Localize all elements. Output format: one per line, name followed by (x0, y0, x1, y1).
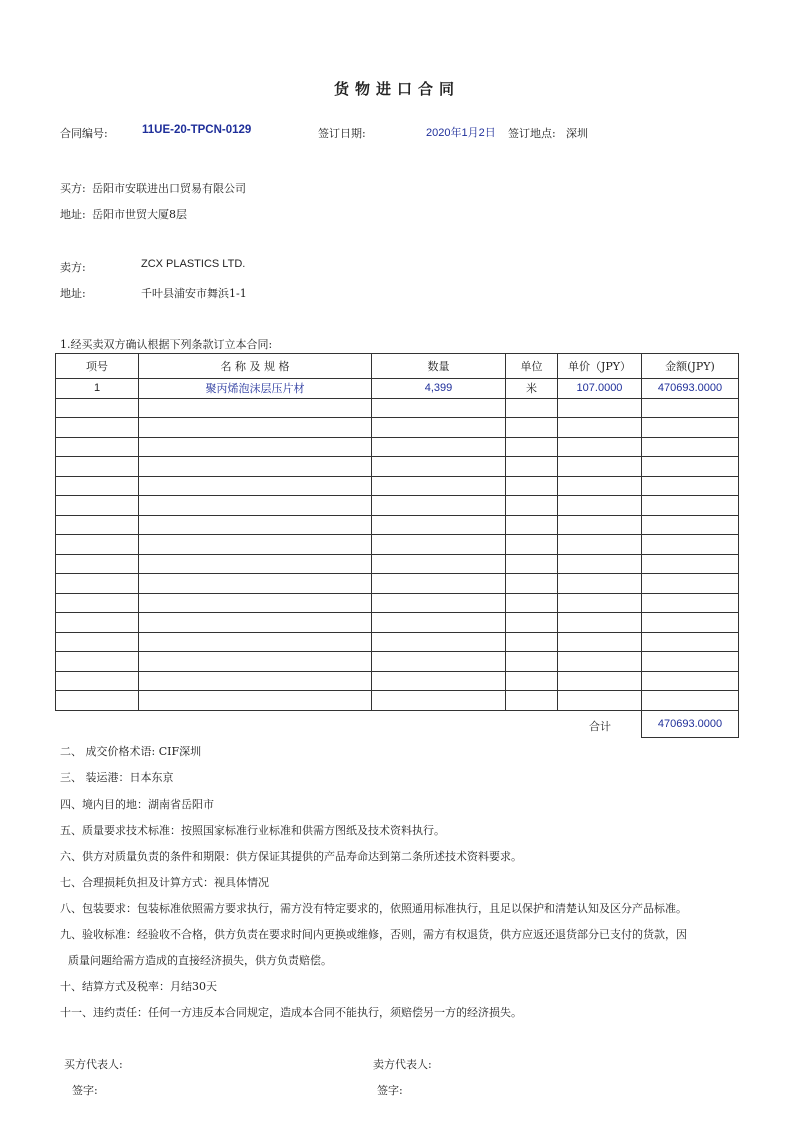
col-header-amount: 金额(JPY) (642, 354, 739, 379)
cell-item-no (56, 437, 139, 457)
seller-representative-label: 卖方代表人: (373, 1058, 432, 1071)
cell-quantity (372, 515, 506, 535)
cell-item-no (56, 671, 139, 691)
cell-amount (642, 574, 739, 594)
total-label: 合计 (589, 720, 611, 733)
col-header-unit-price: 单价（JPY） (558, 354, 642, 379)
clause-10: 十、结算方式及税率：月结30天 (60, 980, 217, 993)
cell-item-no (56, 652, 139, 672)
table-row (56, 613, 739, 633)
cell-unit-price (558, 476, 642, 496)
cell-quantity: 4,399 (372, 379, 506, 399)
table-row (56, 398, 739, 418)
contract-intro: 1.经买卖双方确认根据下列条款订立本合同: (60, 338, 273, 351)
table-row (56, 515, 739, 535)
cell-item-no (56, 613, 139, 633)
cell-unit-price (558, 652, 642, 672)
cell-amount (642, 437, 739, 457)
table-row (56, 437, 739, 457)
cell-quantity (372, 554, 506, 574)
cell-amount (642, 652, 739, 672)
cell-quantity (372, 632, 506, 652)
cell-amount (642, 691, 739, 711)
cell-amount: 470693.0000 (642, 379, 739, 399)
cell-name-spec (139, 671, 372, 691)
clause-5: 五、质量要求技术标准：按照国家标准行业标准和供需方图纸及技术资料执行。 (60, 824, 445, 837)
seller-signature-label: 签字: (377, 1084, 403, 1097)
cell-quantity (372, 457, 506, 477)
cell-name-spec (139, 574, 372, 594)
cell-unit-price (558, 418, 642, 438)
clause-9: 九、验收标准：经验收不合格，供方负责在要求时间内更换或维修，否则，需方有权退货，供方应返还退货部分已支付的货款，因 (60, 928, 687, 941)
cell-unit (506, 593, 558, 613)
cell-unit-price: 107.0000 (558, 379, 642, 399)
cell-unit (506, 554, 558, 574)
cell-quantity (372, 437, 506, 457)
cell-amount (642, 515, 739, 535)
cell-unit-price (558, 496, 642, 516)
table-row (56, 418, 739, 438)
cell-unit (506, 437, 558, 457)
cell-quantity (372, 691, 506, 711)
cell-unit (506, 476, 558, 496)
cell-unit-price (558, 398, 642, 418)
sign-place-label: 签订地点: (508, 127, 556, 140)
cell-quantity (372, 418, 506, 438)
cell-name-spec (139, 593, 372, 613)
cell-unit-price (558, 457, 642, 477)
cell-quantity (372, 593, 506, 613)
cell-name-spec (139, 476, 372, 496)
table-row (56, 671, 739, 691)
cell-name-spec (139, 457, 372, 477)
cell-name-spec (139, 437, 372, 457)
cell-amount (642, 671, 739, 691)
cell-unit-price (558, 632, 642, 652)
cell-name-spec (139, 398, 372, 418)
cell-amount (642, 593, 739, 613)
cell-quantity (372, 496, 506, 516)
cell-name-spec (139, 691, 372, 711)
cell-amount (642, 554, 739, 574)
cell-quantity (372, 613, 506, 633)
cell-name-spec (139, 613, 372, 633)
cell-amount (642, 496, 739, 516)
cell-item-no (56, 574, 139, 594)
items-table (55, 353, 739, 711)
table-row (56, 496, 739, 516)
cell-quantity (372, 476, 506, 496)
seller-address-label: 地址: (60, 287, 86, 300)
buyer-address: 岳阳市世贸大厦8层 (92, 208, 187, 221)
table-row (56, 535, 739, 555)
buyer-representative-label: 买方代表人: (64, 1058, 123, 1071)
cell-unit (506, 515, 558, 535)
cell-amount (642, 398, 739, 418)
buyer-label: 买方: (60, 182, 86, 195)
cell-unit (506, 535, 558, 555)
clause-8: 八、包装要求：包装标准依照需方要求执行，需方没有特定要求的，依照通用标准执行，且足以保护和清楚认知及区分产品标准。 (60, 902, 687, 915)
cell-name-spec (139, 632, 372, 652)
cell-item-no (56, 691, 139, 711)
cell-item-no (56, 515, 139, 535)
sign-place: 深圳 (566, 127, 588, 140)
cell-unit (506, 613, 558, 633)
cell-amount (642, 457, 739, 477)
cell-amount (642, 613, 739, 633)
cell-unit (506, 418, 558, 438)
col-header-name-spec: 名 称 及 规 格 (139, 354, 372, 379)
cell-name-spec (139, 535, 372, 555)
cell-item-no (56, 398, 139, 418)
seller-address: 千叶县浦安市舞浜1-1 (141, 287, 247, 300)
clause-9-continued: 质量问题给需方造成的直接经济损失，供方负责赔偿。 (68, 954, 332, 967)
table-row (56, 632, 739, 652)
table-row (56, 691, 739, 711)
cell-item-no (56, 418, 139, 438)
cell-item-no (56, 535, 139, 555)
cell-item-no (56, 476, 139, 496)
contract-no-label: 合同编号: (60, 127, 108, 140)
cell-quantity (372, 652, 506, 672)
cell-amount (642, 418, 739, 438)
cell-unit-price (558, 671, 642, 691)
clause-2: 二、 成交价格术语: CIF深圳 (60, 745, 202, 758)
cell-unit (506, 398, 558, 418)
col-header-item-no: 项号 (56, 354, 139, 379)
cell-unit-price (558, 515, 642, 535)
cell-quantity (372, 671, 506, 691)
cell-unit-price (558, 535, 642, 555)
cell-unit-price (558, 691, 642, 711)
cell-unit: 米 (506, 379, 558, 399)
cell-name-spec (139, 418, 372, 438)
cell-unit-price (558, 574, 642, 594)
cell-quantity (372, 398, 506, 418)
cell-unit (506, 632, 558, 652)
seller-label: 卖方: (60, 261, 86, 274)
buyer-signature-label: 签字: (72, 1084, 98, 1097)
contract-no: 11UE-20-TPCN-0129 (142, 124, 252, 136)
cell-unit-price (558, 613, 642, 633)
clause-6: 六、供方对质量负责的条件和期限：供方保证其提供的产品寿命达到第二条所述技术资料要求。 (60, 850, 522, 863)
cell-name-spec (139, 652, 372, 672)
buyer-name: 岳阳市安联进出口贸易有限公司 (92, 182, 246, 195)
cell-item-no (56, 554, 139, 574)
cell-amount (642, 476, 739, 496)
cell-unit-price (558, 554, 642, 574)
cell-unit (506, 457, 558, 477)
table-row (56, 574, 739, 594)
cell-name-spec (139, 496, 372, 516)
col-header-quantity: 数量 (372, 354, 506, 379)
cell-item-no: 1 (56, 379, 139, 399)
clause-4: 四、境内目的地：湖南省岳阳市 (60, 798, 214, 811)
cell-name-spec: 聚丙烯泡沫层压片材 (139, 379, 372, 399)
buyer-address-label: 地址: (60, 208, 86, 221)
cell-name-spec (139, 515, 372, 535)
table-row (56, 476, 739, 496)
table-header-row (56, 354, 739, 379)
cell-unit (506, 691, 558, 711)
sign-date-label: 签订日期: (318, 127, 366, 140)
cell-amount (642, 632, 739, 652)
cell-item-no (56, 593, 139, 613)
table-row (56, 457, 739, 477)
cell-amount (642, 535, 739, 555)
cell-item-no (56, 457, 139, 477)
total-value: 470693.0000 (641, 711, 739, 738)
table-row (56, 593, 739, 613)
cell-unit (506, 671, 558, 691)
cell-quantity (372, 535, 506, 555)
cell-item-no (56, 632, 139, 652)
cell-quantity (372, 574, 506, 594)
cell-unit (506, 652, 558, 672)
clause-3: 三、 装运港：日本东京 (60, 771, 174, 784)
cell-unit-price (558, 437, 642, 457)
clause-11: 十一、违约责任：任何一方违反本合同规定，造成本合同不能执行，须赔偿另一方的经济损失。 (60, 1006, 522, 1019)
page-title: 货物进口合同 (333, 80, 460, 98)
sign-date: 2020年1月2日 (426, 127, 496, 139)
seller-name: ZCX PLASTICS LTD. (141, 258, 246, 270)
cell-unit-price (558, 593, 642, 613)
cell-item-no (56, 496, 139, 516)
table-row (56, 554, 739, 574)
clause-7: 七、合理损耗负担及计算方式：视具体情况 (60, 876, 269, 889)
cell-name-spec (139, 554, 372, 574)
table-row (56, 379, 739, 399)
table-row (56, 652, 739, 672)
cell-unit (506, 496, 558, 516)
cell-unit (506, 574, 558, 594)
col-header-unit: 单位 (506, 354, 558, 379)
